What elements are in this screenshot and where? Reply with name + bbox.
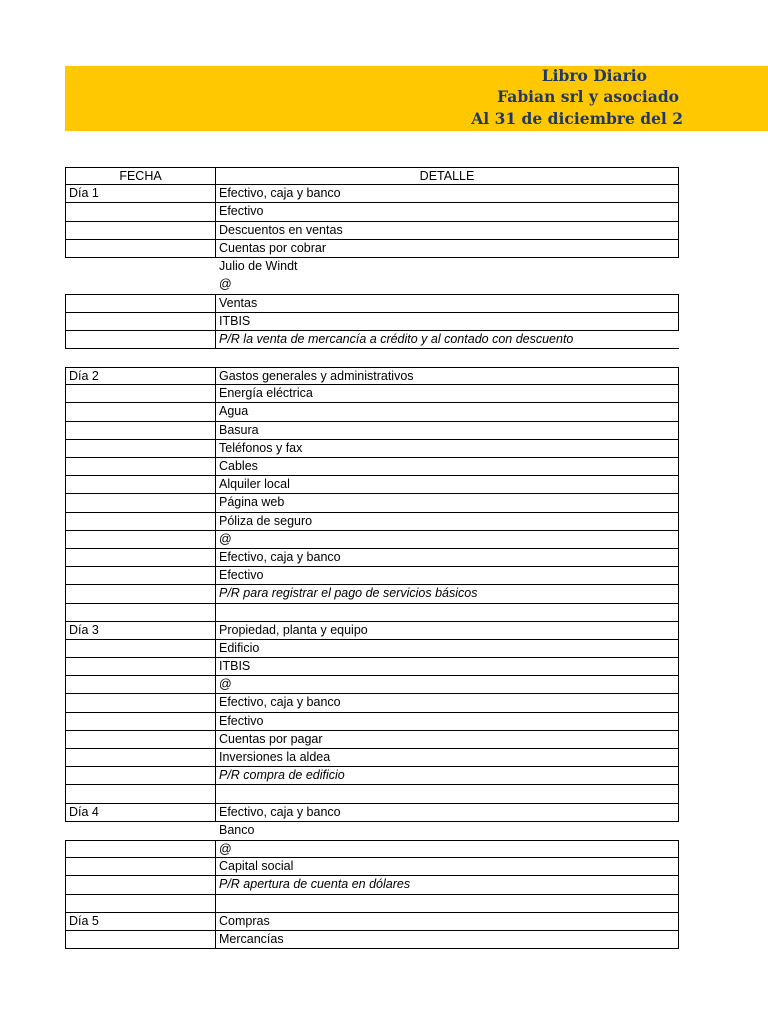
company-name: Fabian srl y asociado <box>497 87 679 106</box>
detalle-cell: Efectivo <box>216 713 679 730</box>
table-row <box>65 185 679 203</box>
detalle-cell <box>216 349 679 367</box>
table-row <box>65 895 679 913</box>
table-row <box>65 804 679 822</box>
table-row <box>65 549 679 567</box>
fecha-cell <box>65 822 216 840</box>
table-row <box>65 785 679 803</box>
detalle-cell: Efectivo, caja y banco <box>216 804 679 821</box>
detalle-cell: Mercancías <box>216 931 679 948</box>
fecha-cell <box>65 458 216 475</box>
detalle-cell: Ventas <box>216 295 679 311</box>
table-row <box>65 222 679 240</box>
fecha-cell <box>65 258 216 276</box>
table-row <box>65 240 679 258</box>
detalle-cell: @ <box>216 841 679 857</box>
detalle-cell: Edificio <box>216 640 679 657</box>
fecha-cell <box>65 749 216 766</box>
detalle-cell: Página web <box>216 494 679 511</box>
detalle-cell: Agua <box>216 403 679 420</box>
table-row <box>65 403 679 421</box>
fecha-cell <box>65 222 216 239</box>
detalle-cell: Efectivo, caja y banco <box>216 549 679 566</box>
detalle-cell: Cables <box>216 458 679 475</box>
detalle-cell: Póliza de seguro <box>216 513 679 530</box>
fecha-cell <box>65 295 216 311</box>
table-row <box>65 604 679 622</box>
table-row <box>65 822 679 840</box>
table-row <box>65 840 679 858</box>
fecha-cell <box>65 494 216 511</box>
table-row <box>65 531 679 549</box>
detalle-cell: @ <box>219 277 232 292</box>
table-row <box>65 567 679 585</box>
detalle-cell: Efectivo <box>216 203 679 220</box>
detalle-cell: Capital social <box>216 858 679 875</box>
table-row <box>65 203 679 221</box>
fecha-cell <box>65 640 216 657</box>
fecha-cell <box>65 731 216 748</box>
detalle-cell <box>216 895 679 912</box>
detalle-cell: P/R para registrar el pago de servicios básicos <box>216 585 679 602</box>
fecha-cell: Día 2 <box>65 368 216 384</box>
table-row <box>65 276 679 294</box>
table-row <box>65 694 679 712</box>
detalle-cell: Cuentas por pagar <box>216 731 679 748</box>
table-row <box>65 458 679 476</box>
detalle-cell: Cuentas por cobrar <box>216 240 679 257</box>
table-row <box>65 713 679 731</box>
fecha-cell <box>65 931 216 948</box>
table-row <box>65 349 679 367</box>
table-row <box>65 622 679 640</box>
detalle-cell: @ <box>216 531 679 548</box>
table-row <box>65 385 679 403</box>
table-row <box>65 931 679 949</box>
detalle-cell: ITBIS <box>216 658 679 675</box>
fecha-cell <box>65 876 216 893</box>
table-row <box>65 331 679 349</box>
fecha-cell <box>65 713 216 730</box>
fecha-cell <box>65 331 216 348</box>
fecha-cell <box>65 385 216 402</box>
table-row <box>65 422 679 440</box>
table-row <box>65 494 679 512</box>
table-row <box>65 676 679 694</box>
detalle-cell: Banco <box>219 822 255 837</box>
detalle-cell: P/R la venta de mercancía a crédito y al contado con descuento <box>219 331 574 346</box>
detalle-cell: P/R compra de edificio <box>216 767 679 784</box>
table-row <box>65 731 679 749</box>
fecha-cell <box>65 841 216 857</box>
detalle-cell: Compras <box>216 913 679 930</box>
fecha-cell <box>65 440 216 457</box>
detalle-cell: Alquiler local <box>216 476 679 493</box>
table-row <box>65 513 679 531</box>
detalle-cell: Descuentos en ventas <box>216 222 679 239</box>
fecha-cell <box>65 276 216 294</box>
table-body <box>65 185 679 949</box>
table-header-row <box>65 167 679 185</box>
fecha-cell <box>65 785 216 802</box>
table-row <box>65 858 679 876</box>
table-row <box>65 658 679 676</box>
fecha-cell: Día 3 <box>65 622 216 639</box>
detalle-cell <box>216 785 679 802</box>
table-row <box>65 585 679 603</box>
fecha-cell <box>65 567 216 584</box>
detalle-cell: Inversiones la aldea <box>216 749 679 766</box>
fecha-cell: Día 5 <box>65 913 216 930</box>
fecha-cell: Día 1 <box>65 185 216 202</box>
table-row <box>65 476 679 494</box>
detalle-cell: Propiedad, planta y equipo <box>216 622 679 639</box>
fecha-cell <box>65 349 216 367</box>
detalle-cell: Gastos generales y administrativos <box>216 368 679 384</box>
detalle-cell: Julio de Windt <box>219 258 298 273</box>
fecha-cell <box>65 858 216 875</box>
detalle-cell: Efectivo, caja y banco <box>216 185 679 202</box>
table-row <box>65 767 679 785</box>
fecha-cell <box>65 203 216 220</box>
table-row <box>65 294 679 312</box>
table-row <box>65 367 679 385</box>
period-label: Al 31 de diciembre del 2 <box>471 109 683 128</box>
fecha-cell <box>65 658 216 675</box>
detalle-cell: Energía eléctrica <box>216 385 679 402</box>
fecha-cell <box>65 895 216 912</box>
table-row <box>65 913 679 931</box>
fecha-cell <box>65 422 216 439</box>
fecha-cell <box>65 403 216 420</box>
fecha-cell <box>65 604 216 621</box>
fecha-cell <box>65 476 216 493</box>
fecha-cell <box>65 313 216 330</box>
table-row <box>65 440 679 458</box>
fecha-cell <box>65 240 216 257</box>
fecha-cell <box>65 767 216 784</box>
detalle-cell: Basura <box>216 422 679 439</box>
table-row <box>65 640 679 658</box>
table-row <box>65 258 679 276</box>
fecha-cell <box>65 585 216 602</box>
title-banner <box>65 66 768 131</box>
table-row <box>65 749 679 767</box>
detalle-cell: Efectivo, caja y banco <box>216 694 679 711</box>
detalle-cell: ITBIS <box>216 313 679 330</box>
detalle-cell: P/R apertura de cuenta en dólares <box>216 876 679 893</box>
table-row <box>65 876 679 894</box>
column-header-fecha: FECHA <box>65 168 216 184</box>
fecha-cell: Día 4 <box>65 804 216 821</box>
detalle-cell: @ <box>216 676 679 693</box>
detalle-cell: Teléfonos y fax <box>216 440 679 457</box>
fecha-cell <box>65 676 216 693</box>
detalle-cell <box>216 604 679 621</box>
fecha-cell <box>65 549 216 566</box>
fecha-cell <box>65 531 216 548</box>
fecha-cell <box>65 513 216 530</box>
fecha-cell <box>65 694 216 711</box>
document-title: Libro Diario <box>541 66 647 85</box>
journal-table <box>65 167 679 949</box>
detalle-cell: Efectivo <box>216 567 679 584</box>
table-row <box>65 313 679 331</box>
column-header-detalle: DETALLE <box>216 168 679 184</box>
